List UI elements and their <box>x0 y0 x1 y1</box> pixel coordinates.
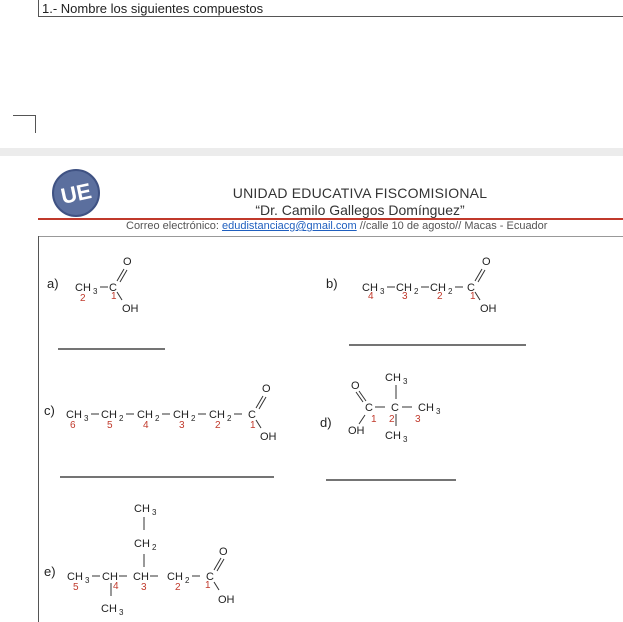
compound-c-group-4: CH <box>173 409 189 421</box>
compound-b-group-2: CH <box>396 282 412 294</box>
compound-e-group-5: C <box>206 571 214 583</box>
compound-c-group-2: CH <box>101 409 117 421</box>
compound-e-group-6: CH <box>101 603 117 615</box>
contact-prefix: Correo electrónico: <box>126 220 222 232</box>
svg-text:3: 3 <box>380 287 385 296</box>
compound-d-group-1: O <box>351 380 360 392</box>
compound-d-label: d) <box>320 415 332 430</box>
svg-text:2: 2 <box>155 414 160 423</box>
compound-e-num-5: 1 <box>205 580 211 591</box>
compound-b-group-3: CH <box>430 282 446 294</box>
compound-c-num-5: 2 <box>215 420 221 431</box>
compound-e-num-1: 5 <box>73 582 79 593</box>
compound-c-group-7: O <box>262 383 271 395</box>
compound-d-group-2: C <box>365 402 373 414</box>
compound-e-group-1: CH <box>67 571 83 583</box>
compound-b-label: b) <box>326 276 338 291</box>
compound-c-num-3: 4 <box>143 420 149 431</box>
compound-d <box>320 372 456 480</box>
compound-e-group-2: CH <box>102 571 118 583</box>
logo-lettering: UE <box>58 178 94 209</box>
svg-text:3: 3 <box>403 377 408 386</box>
compound-d-num-3: 3 <box>415 414 421 425</box>
compound-b-num-3: 2 <box>437 291 443 302</box>
compound-c-num-6: 1 <box>250 420 256 431</box>
svg-text:3: 3 <box>403 435 408 444</box>
compound-a-group-4: OH <box>122 303 139 315</box>
contact-suffix: //calle 10 de agosto// Macas - Ecuador <box>356 220 548 232</box>
compound-d-group-7: OH <box>348 425 365 437</box>
svg-text:3: 3 <box>93 287 98 296</box>
compound-c <box>44 383 277 477</box>
svg-text:3: 3 <box>152 508 157 517</box>
svg-text:3: 3 <box>84 414 89 423</box>
svg-text:3: 3 <box>85 576 90 585</box>
compound-a <box>47 256 165 349</box>
compound-b-num-4: 1 <box>470 291 476 302</box>
contact-email-link[interactable]: edudistanciacg@gmail.com <box>222 220 357 232</box>
svg-text:2: 2 <box>119 414 124 423</box>
compound-c-label: c) <box>44 403 55 418</box>
compound-d-group-3: C <box>391 402 399 414</box>
svg-text:2: 2 <box>414 287 419 296</box>
school-name: UNIDAD EDUCATIVA FISCOMISIONAL <box>232 185 488 201</box>
svg-text:2: 2 <box>152 543 157 552</box>
compound-e-group-8: CH <box>134 503 150 515</box>
compound-b-group-6: OH <box>480 303 497 315</box>
compound-a-label: a) <box>47 276 59 291</box>
school-subtitle: “Dr. Camilo Gallegos Domínguez” <box>255 202 465 218</box>
compound-c-num-2: 5 <box>107 420 113 431</box>
compound-e-num-2: 4 <box>113 581 119 592</box>
compound-a-group-2: C <box>109 282 117 294</box>
svg-text:3: 3 <box>436 407 441 416</box>
compound-e-group-7: CH <box>134 538 150 550</box>
compound-a-group-3: O <box>123 256 132 268</box>
compound-b <box>326 256 526 345</box>
question-title: 1.- Nombre los siguientes compuestos <box>42 1 264 16</box>
compound-e <box>44 503 235 617</box>
svg-text:3: 3 <box>119 608 124 617</box>
compound-d-num-2: 2 <box>389 414 395 425</box>
compound-e-num-4: 2 <box>175 582 181 593</box>
compound-c-group-1: CH <box>66 409 82 421</box>
svg-text:2: 2 <box>448 287 453 296</box>
compound-b-group-5: O <box>482 256 491 268</box>
compound-d-group-6: CH <box>385 430 401 442</box>
compound-e-num-3: 3 <box>141 582 147 593</box>
svg-text:2: 2 <box>191 414 196 423</box>
compound-b-group-4: C <box>467 282 475 294</box>
compound-e-group-4: CH <box>167 571 183 583</box>
compound-d-group-4: CH <box>418 402 434 414</box>
compound-b-group-1: CH <box>362 282 378 294</box>
compound-d-group-5: CH <box>385 372 401 384</box>
compound-d-num-1: 1 <box>371 414 377 425</box>
compound-c-num-4: 3 <box>179 420 185 431</box>
compound-b-num-1: 4 <box>368 291 374 302</box>
compound-a-num-1: 2 <box>80 293 86 304</box>
compound-c-group-6: C <box>248 409 256 421</box>
compound-e-group-3: CH <box>133 571 149 583</box>
svg-text:2: 2 <box>227 414 232 423</box>
compound-a-num-2: 1 <box>111 291 117 302</box>
compound-b-num-2: 3 <box>402 291 408 302</box>
compound-a-group-1: CH <box>75 282 91 294</box>
compound-c-num-1: 6 <box>70 420 76 431</box>
svg-text:2: 2 <box>185 576 190 585</box>
compound-c-group-3: CH <box>137 409 153 421</box>
compound-e-label: e) <box>44 564 56 579</box>
compound-e-group-9: O <box>219 546 228 558</box>
compound-c-group-5: CH <box>209 409 225 421</box>
compound-e-group-10: OH <box>218 594 235 606</box>
compound-c-group-8: OH <box>260 431 277 443</box>
